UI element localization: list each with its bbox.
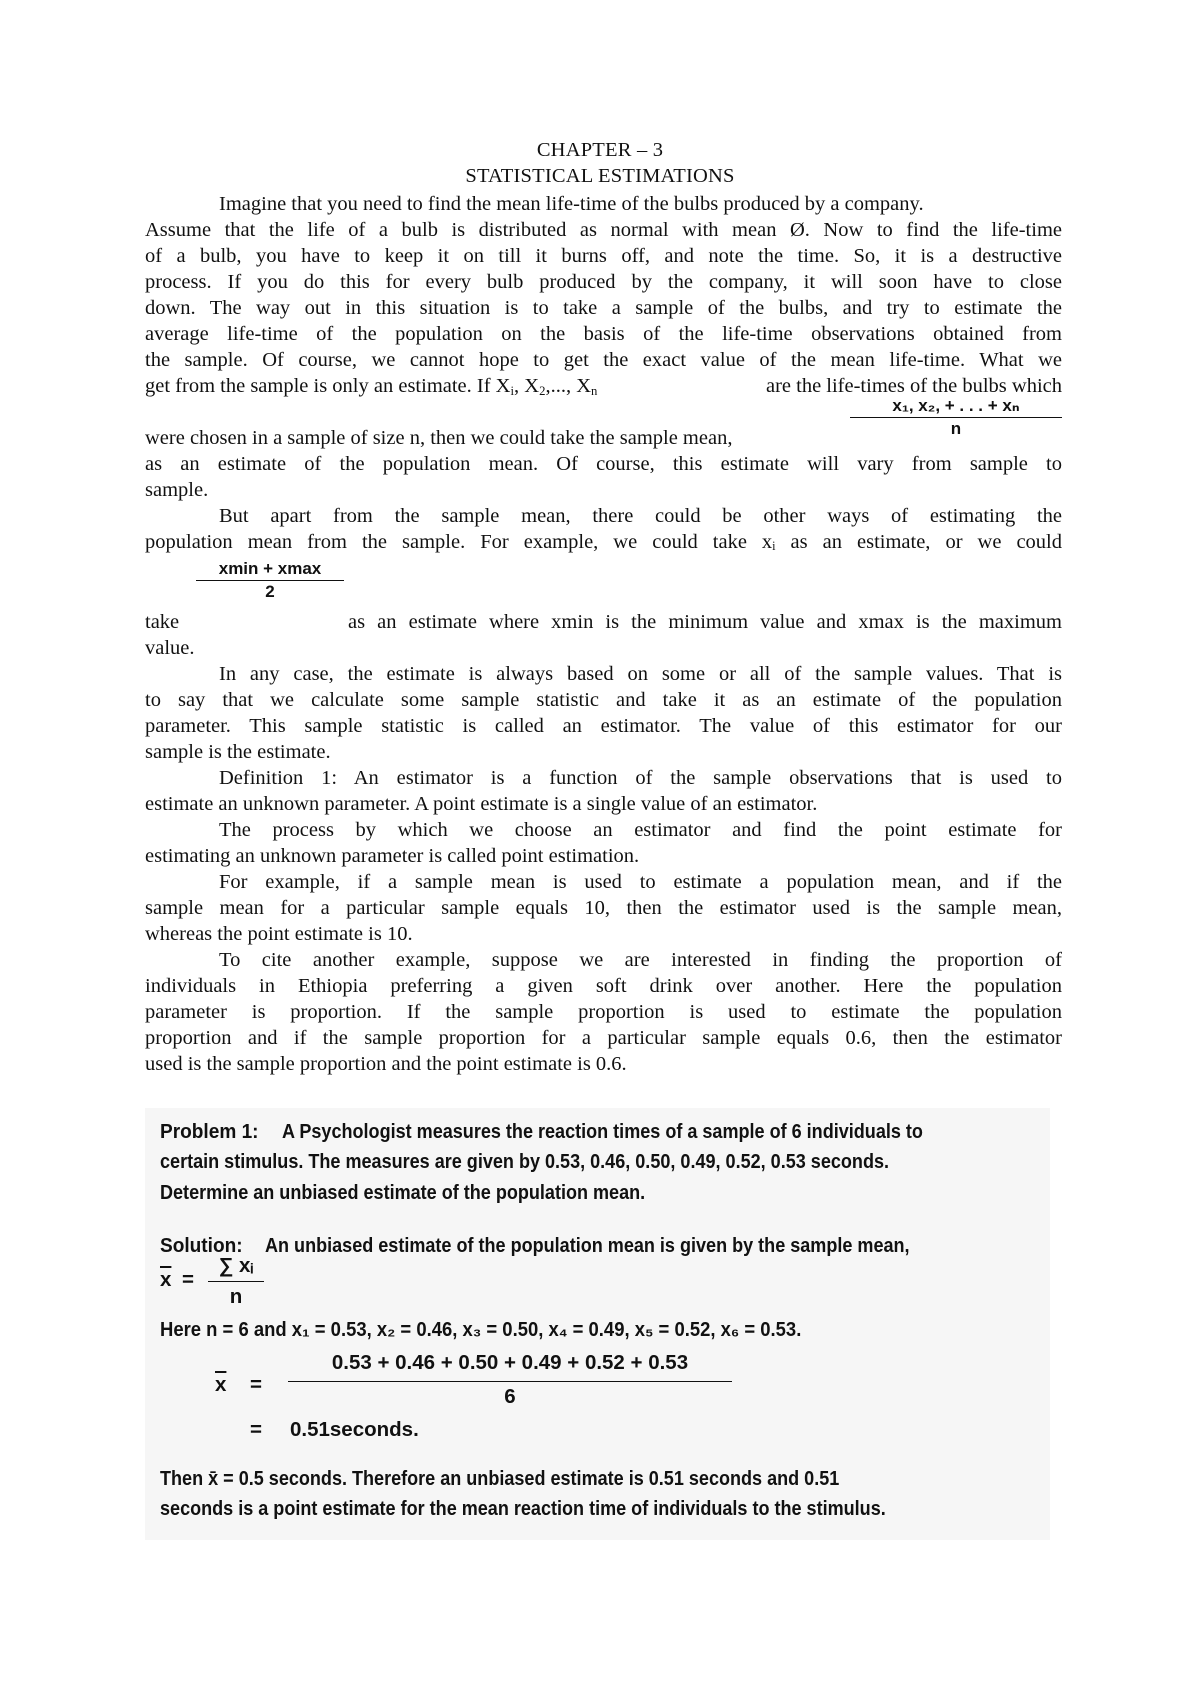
p1-line-3: of a bulb, you have to keep it on till it burns off, and note the time. So, it is a destructive xyxy=(145,245,1062,267)
fraction-numerator: x₁, x₂, + . . . + xₙ xyxy=(892,396,1020,415)
p6-line-2: individuals in Ethiopia preferring a given soft drink over another. Here the population xyxy=(145,975,1062,997)
p3-line-3: parameter. This sample statistic is called an estimator. The value of this estimator for our xyxy=(145,715,1062,737)
p5-line-2: sample mean for a particular sample equals 10, then the estimator used is the sample mean, xyxy=(145,897,1062,919)
p1-line-7: the sample. Of course, we cannot hope to get the exact value of the mean life-time. What we xyxy=(145,349,1062,371)
p2-line-1: But apart from the sample mean, there could be other ways of estimating the xyxy=(219,505,1062,527)
chapter-number: CHAPTER – 3 xyxy=(536,139,664,161)
problem-line-3: Determine an unbiased estimate of the population mean. xyxy=(160,1181,646,1204)
calc-xbar: $\overline{x}$ xyxy=(215,1373,227,1396)
sum-fraction-bar xyxy=(208,1281,264,1282)
p3-line-1: In any case, the estimate is always based on some or all of the sample values. That is xyxy=(219,663,1062,685)
p1-line-5: down. The way out in this situation is to take a sample of the bulbs, and try to estimate the xyxy=(145,297,1062,319)
p5-line-1: For example, if a sample mean is used to estimate a population mean, and if the xyxy=(219,871,1062,893)
p1-line-11: sample. xyxy=(145,479,209,501)
p2-line-3: as an estimate where xmin is the minimum value and xmax is the maximum xyxy=(348,611,1062,633)
p6-line-1: To cite another example, suppose we are interested in finding the proportion of xyxy=(219,949,1062,971)
problem-label: Problem 1: xyxy=(160,1120,259,1143)
calc-fraction-bar xyxy=(288,1381,732,1382)
p3-line-4: sample is the estimate. xyxy=(145,741,331,763)
midrange-fraction xyxy=(196,559,344,602)
definition-line-1: Definition 1: An estimator is a function of the sample observations that is used to xyxy=(219,767,1062,789)
sum-numerator: ∑ xᵢ xyxy=(218,1254,254,1277)
definition-line-2: estimate an unknown parameter. A point estimate is a single value of an estimator. xyxy=(145,793,818,815)
p1-line-10: as an estimate of the population mean. Of course, this estimate will vary from sample to xyxy=(145,453,1062,475)
p2-line-4: value. xyxy=(145,637,195,659)
p4-line-2: estimating an unknown parameter is called point estimation. xyxy=(145,845,640,867)
p1-line-8: get from the sample is only an estimate. If $X_i$, $X_2$,..., $X_n$ are the life-times of the bulbs which xyxy=(145,375,1062,399)
problem-line-1: A Psychologist measures the reaction times of a sample of 6 individuals to xyxy=(282,1120,923,1143)
xbar-symbol: $\overline{x}$ xyxy=(160,1268,172,1291)
calc-equals: = xyxy=(250,1373,262,1396)
p6-line-5: used is the sample proportion and the point estimate is 0.6. xyxy=(145,1053,627,1075)
p1-line-2: Assume that the life of a bulb is distributed as normal with mean Ø. Now to find the life-time xyxy=(145,219,1062,241)
p6-line-3: parameter is proportion. If the sample proportion is used to estimate the population xyxy=(145,1001,1062,1023)
fraction-denominator: n xyxy=(950,419,962,438)
result-equals: = xyxy=(250,1418,262,1441)
solution-label: Solution: xyxy=(160,1234,243,1257)
sample-mean-fraction xyxy=(850,396,1062,439)
p3-line-2: to say that we calculate some sample statistic and take it as an estimate of the population xyxy=(145,689,1062,711)
p6-line-4: proportion and if the sample proportion for a particular sample equals 0.6, then the estimator xyxy=(145,1027,1062,1049)
result-value: 0.51seconds. xyxy=(290,1418,419,1441)
p5-line-3: whereas the point estimate is 10. xyxy=(145,923,413,945)
conclusion-line-1: Then x̄ = 0.5 seconds. Therefore an unbiased estimate is 0.51 seconds and 0.51 xyxy=(160,1467,840,1490)
calc-denominator: 6 xyxy=(504,1385,516,1408)
p1-line-6: average life-time of the population on the basis of the life-time observations obtained from xyxy=(145,323,1062,345)
problem-line-2: certain stimulus. The measures are given by 0.53, 0.46, 0.50, 0.49, 0.52, 0.53 seconds. xyxy=(160,1150,890,1173)
chapter-title: STATISTICAL ESTIMATIONS xyxy=(465,165,735,187)
fraction-bar xyxy=(196,580,344,581)
p2-take: take xyxy=(145,611,180,633)
calc-numerator: 0.53 + 0.46 + 0.50 + 0.49 + 0.52 + 0.53 xyxy=(331,1351,689,1374)
p1-line-1: Imagine that you need to find the mean life-time of the bulbs produced by a company. xyxy=(219,193,924,215)
fraction-numerator: xmin + xmax xyxy=(218,559,322,578)
p4-line-1: The process by which we choose an estimator and find the point estimate for xyxy=(219,819,1062,841)
p1-line-4: process. If you do this for every bulb produced by the company, it will soon have to close xyxy=(145,271,1062,293)
p2-line-2: population mean from the sample. For example, we could take xᵢ as an estimate, or we could xyxy=(145,531,1062,553)
sum-denominator: n xyxy=(229,1285,243,1308)
solution-line-1: An unbiased estimate of the population mean is given by the sample mean, xyxy=(265,1234,910,1257)
fraction-bar xyxy=(850,417,1062,418)
fraction-denominator: 2 xyxy=(265,582,275,601)
conclusion-line-2: seconds is a point estimate for the mean reaction time of individuals to the stimulus. xyxy=(160,1497,886,1520)
p1-line-9: were chosen in a sample of size n, then we could take the sample mean, xyxy=(145,427,733,449)
given-values-line: Here n = 6 and x₁ = 0.53, x₂ = 0.46, x₃ = 0.50, x₄ = 0.49, x₅ = 0.52, x₆ = 0.53. xyxy=(160,1318,802,1341)
equals-sign: = xyxy=(182,1268,194,1291)
